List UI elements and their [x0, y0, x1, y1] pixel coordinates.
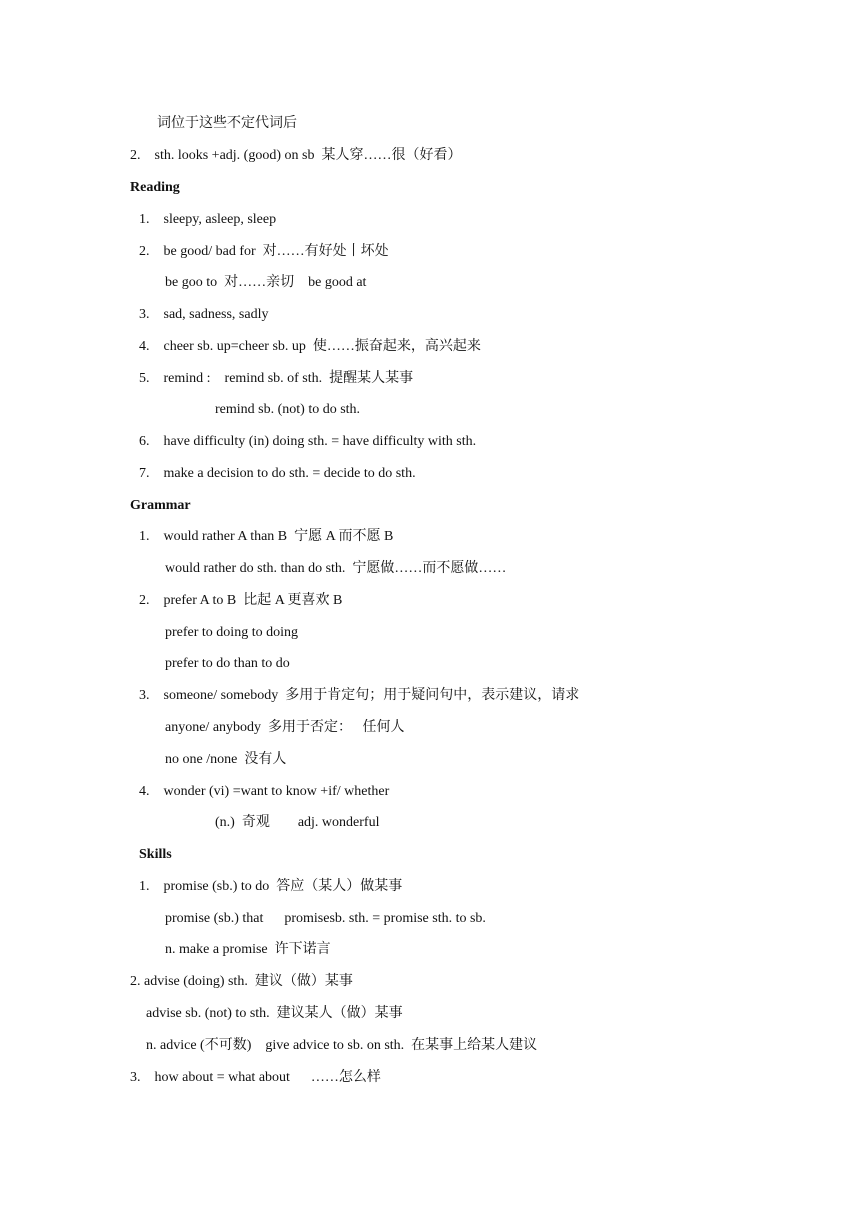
section-heading-reading: Reading [130, 180, 180, 195]
text-line: prefer to do than to do [165, 656, 290, 671]
text-line: prefer to doing to doing [165, 625, 298, 640]
text-line: advise sb. (not) to sth. 建议某人（做）某事 [146, 1006, 403, 1021]
text-line: 3. someone/ somebody 多用于肯定句；用于疑问句中，表示建议，请求 [139, 688, 580, 703]
text-line: remind sb. (not) to do sth. [215, 402, 361, 417]
section-heading-grammar: Grammar [130, 498, 191, 513]
text-line: 词位于这些不定代词后 [157, 116, 297, 131]
text-line: 2. prefer A to B 比起 A 更喜欢 B [139, 593, 343, 608]
text-line: 2. sth. looks +adj. (good) on sb 某人穿……很（好看） [130, 148, 462, 163]
text-line: 1. would rather A than B 宁愿 A 而不愿 B [139, 529, 394, 544]
text-line: (n.) 奇观 adj. wonderful [215, 815, 380, 830]
text-line: n. advice (不可数) give advice to sb. on sth. 在某事上给某人建议 [146, 1038, 538, 1053]
text-line: 5. remind : remind sb. of sth. 提醒某人某事 [139, 371, 414, 386]
text-line: promise (sb.) that promisesb. sth. = promise sth. to sb. [165, 911, 486, 926]
text-line: 1. sleepy, asleep, sleep [139, 212, 277, 227]
text-line: anyone/ anybody 多用于否定： 任何人 [165, 720, 405, 735]
text-line: be goo to 对……亲切 be good at [165, 275, 367, 290]
text-line: 1. promise (sb.) to do 答应（某人）做某事 [139, 879, 403, 894]
text-line: 3. how about = what about ……怎么样 [130, 1070, 381, 1085]
text-line: 6. have difficulty (in) doing sth. = have difficulty with sth. [139, 434, 477, 449]
text-line: 2. be good/ bad for 对……有好处丨坏处 [139, 244, 389, 259]
text-line: 7. make a decision to do sth. = decide to do sth. [139, 466, 416, 481]
text-line: no one /none 没有人 [165, 752, 287, 767]
text-line: 4. wonder (vi) =want to know +if/ whether [139, 784, 390, 799]
text-line: 3. sad, sadness, sadly [139, 307, 269, 322]
text-line: n. make a promise 许下诺言 [165, 942, 331, 957]
text-line: would rather do sth. than do sth. 宁愿做……而不愿做…… [165, 561, 507, 576]
text-line: 2. advise (doing) sth. 建议（做）某事 [130, 974, 353, 989]
section-heading-skills: Skills [139, 847, 172, 862]
text-line: 4. cheer sb. up=cheer sb. up 使……振奋起来，高兴起来 [139, 339, 481, 354]
